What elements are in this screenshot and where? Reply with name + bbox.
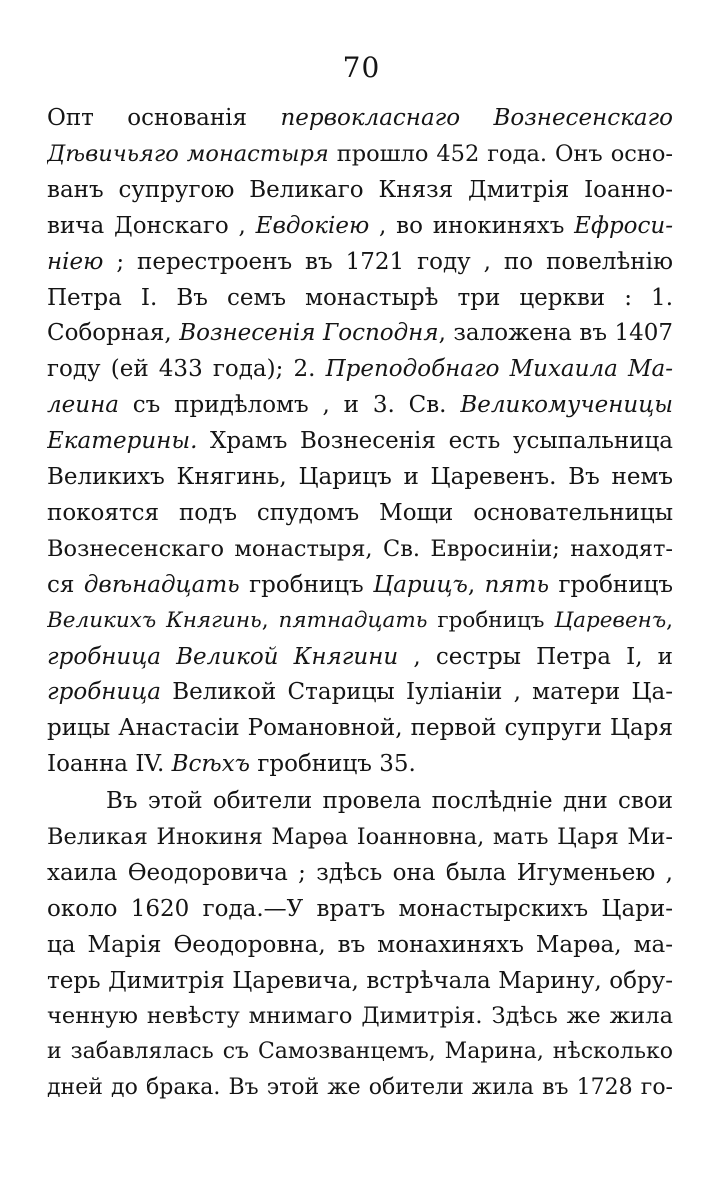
text-line [47, 459, 673, 495]
italic-text: Вознесенія Господня [179, 320, 439, 347]
text-run: Великой Старицы Іуліаніи , матери Ца- [160, 679, 673, 706]
text-run: , [261, 607, 279, 633]
text-run: гробницъ [239, 571, 374, 598]
text-line [47, 855, 673, 891]
text-run: Петра I. Въ семъ монастырѣ три церкви : 1. [47, 284, 673, 311]
text-run: ся [47, 571, 84, 598]
italic-text: пятнадцать [278, 607, 428, 633]
text-run: Великая Инокиня Марѳа Іоанновна, мать Царя Ми- [47, 823, 673, 850]
text-line [47, 639, 673, 675]
text-run: хаила Ѳеодоровича ; здѣсь она была Игуменьею , [47, 859, 673, 886]
text-line [47, 244, 673, 280]
text-line [47, 315, 673, 351]
text-run: , сестры Петра I, и [398, 643, 673, 670]
text-line [47, 136, 673, 172]
italic-text: Всѣхъ [171, 751, 251, 778]
text-run: ченную невѣсту мнимаго Димитрія. Здѣсь же жила [47, 1003, 673, 1030]
italic-text: Екатерины. [47, 428, 198, 455]
text-line [47, 963, 673, 999]
text-line [47, 603, 673, 639]
text-run: Въ этой обители провела послѣдніе дни свои [106, 788, 673, 814]
italic-text: леина [47, 392, 119, 419]
text-run: Опт основанія [47, 105, 281, 131]
text-line [47, 1034, 673, 1070]
text-line [47, 172, 673, 208]
page-number: 70 [342, 51, 381, 84]
italic-text: Евдокіею [255, 212, 370, 239]
text-line [47, 746, 673, 782]
text-run: Великихъ Княгинь, Царицъ и Царевенъ. Въ немъ [47, 464, 673, 490]
text-run: году (ей 433 года); 2. [47, 356, 326, 383]
italic-text: Ефроси- [574, 212, 673, 239]
text-line [47, 710, 673, 746]
italic-text: Царевенъ [554, 607, 667, 633]
italic-text: гробница [47, 679, 161, 706]
text-line [47, 998, 673, 1034]
italic-text: первокласнаго Вознесенскаго [280, 105, 673, 131]
text-run: , во инокиняхъ [369, 212, 575, 239]
text-run: Храмъ Вознесенія есть усыпальница [197, 428, 673, 455]
text-run: гробницъ 35. [250, 751, 416, 778]
italic-text: Великомученицы [460, 392, 673, 419]
text-line [47, 927, 673, 963]
text-run: ванъ супругою Великаго Князя Дмитрія Іоанно- [47, 176, 673, 203]
text-line [47, 531, 673, 567]
text-line [47, 100, 673, 136]
text-run: , заложена въ 1407 [438, 320, 673, 347]
text-run: ца Марія Ѳеодоровна, въ монахиняхъ Марѳа, ма- [47, 931, 673, 958]
text-run: покоятся подъ спудомъ Мощи основательницы [47, 499, 673, 526]
italic-text: Преподобнаго Михаила Ма- [325, 356, 673, 383]
text-run: Вознесенскаго монастыря, Св. Евросиніи; находят- [47, 535, 673, 562]
text-run: , [666, 607, 673, 633]
italic-text: двѣнадцать [83, 571, 240, 598]
text-run: съ придѣломъ , и 3. Св. [118, 392, 461, 419]
text-line [106, 783, 673, 819]
text-run: около 1620 года.—У вратъ монастырскихъ Цари- [47, 895, 673, 922]
text-line [47, 495, 673, 531]
text-run: ; перестроенъ въ 1721 году , по повелѣнію [103, 248, 673, 275]
italic-text: пять [484, 571, 549, 598]
text-line [47, 891, 673, 927]
text-line [47, 280, 673, 316]
text-run: вича Донскаго , [47, 212, 256, 239]
text-line [47, 423, 673, 459]
italic-text: ніею [47, 248, 104, 275]
text-run: прошло 452 года. Онъ осно- [328, 140, 673, 167]
text-run: , [467, 571, 485, 598]
text-run: Соборная, [47, 320, 180, 347]
italic-text: гробница Великой Княгини [47, 643, 399, 670]
text-run: рицы Анастасіи Романовной, первой супруги Царя [47, 715, 673, 742]
text-line [47, 674, 673, 710]
text-line [47, 567, 673, 603]
text-run: гробницъ [427, 607, 555, 633]
text-run: гробницъ [548, 571, 673, 598]
italic-text: Великихъ Княгинь [47, 607, 262, 633]
text-line [47, 351, 673, 387]
text-run: терь Димитрія Царевича, встрѣчала Марину, обру- [47, 967, 673, 994]
text-line [47, 819, 673, 855]
text-run: дней до брака. Въ этой же обители жила въ 1728 го- [47, 1075, 673, 1101]
text-run: Іоанна IV. [47, 751, 172, 778]
italic-text: Дѣвичьяго монастыря [47, 140, 329, 167]
text-line [47, 1070, 673, 1106]
text-line [47, 208, 673, 244]
text-line [47, 387, 673, 423]
italic-text: Царицъ [373, 571, 468, 598]
text-run: и забавлялась съ Самозванцемъ, Марина, нѣсколько [47, 1039, 673, 1065]
